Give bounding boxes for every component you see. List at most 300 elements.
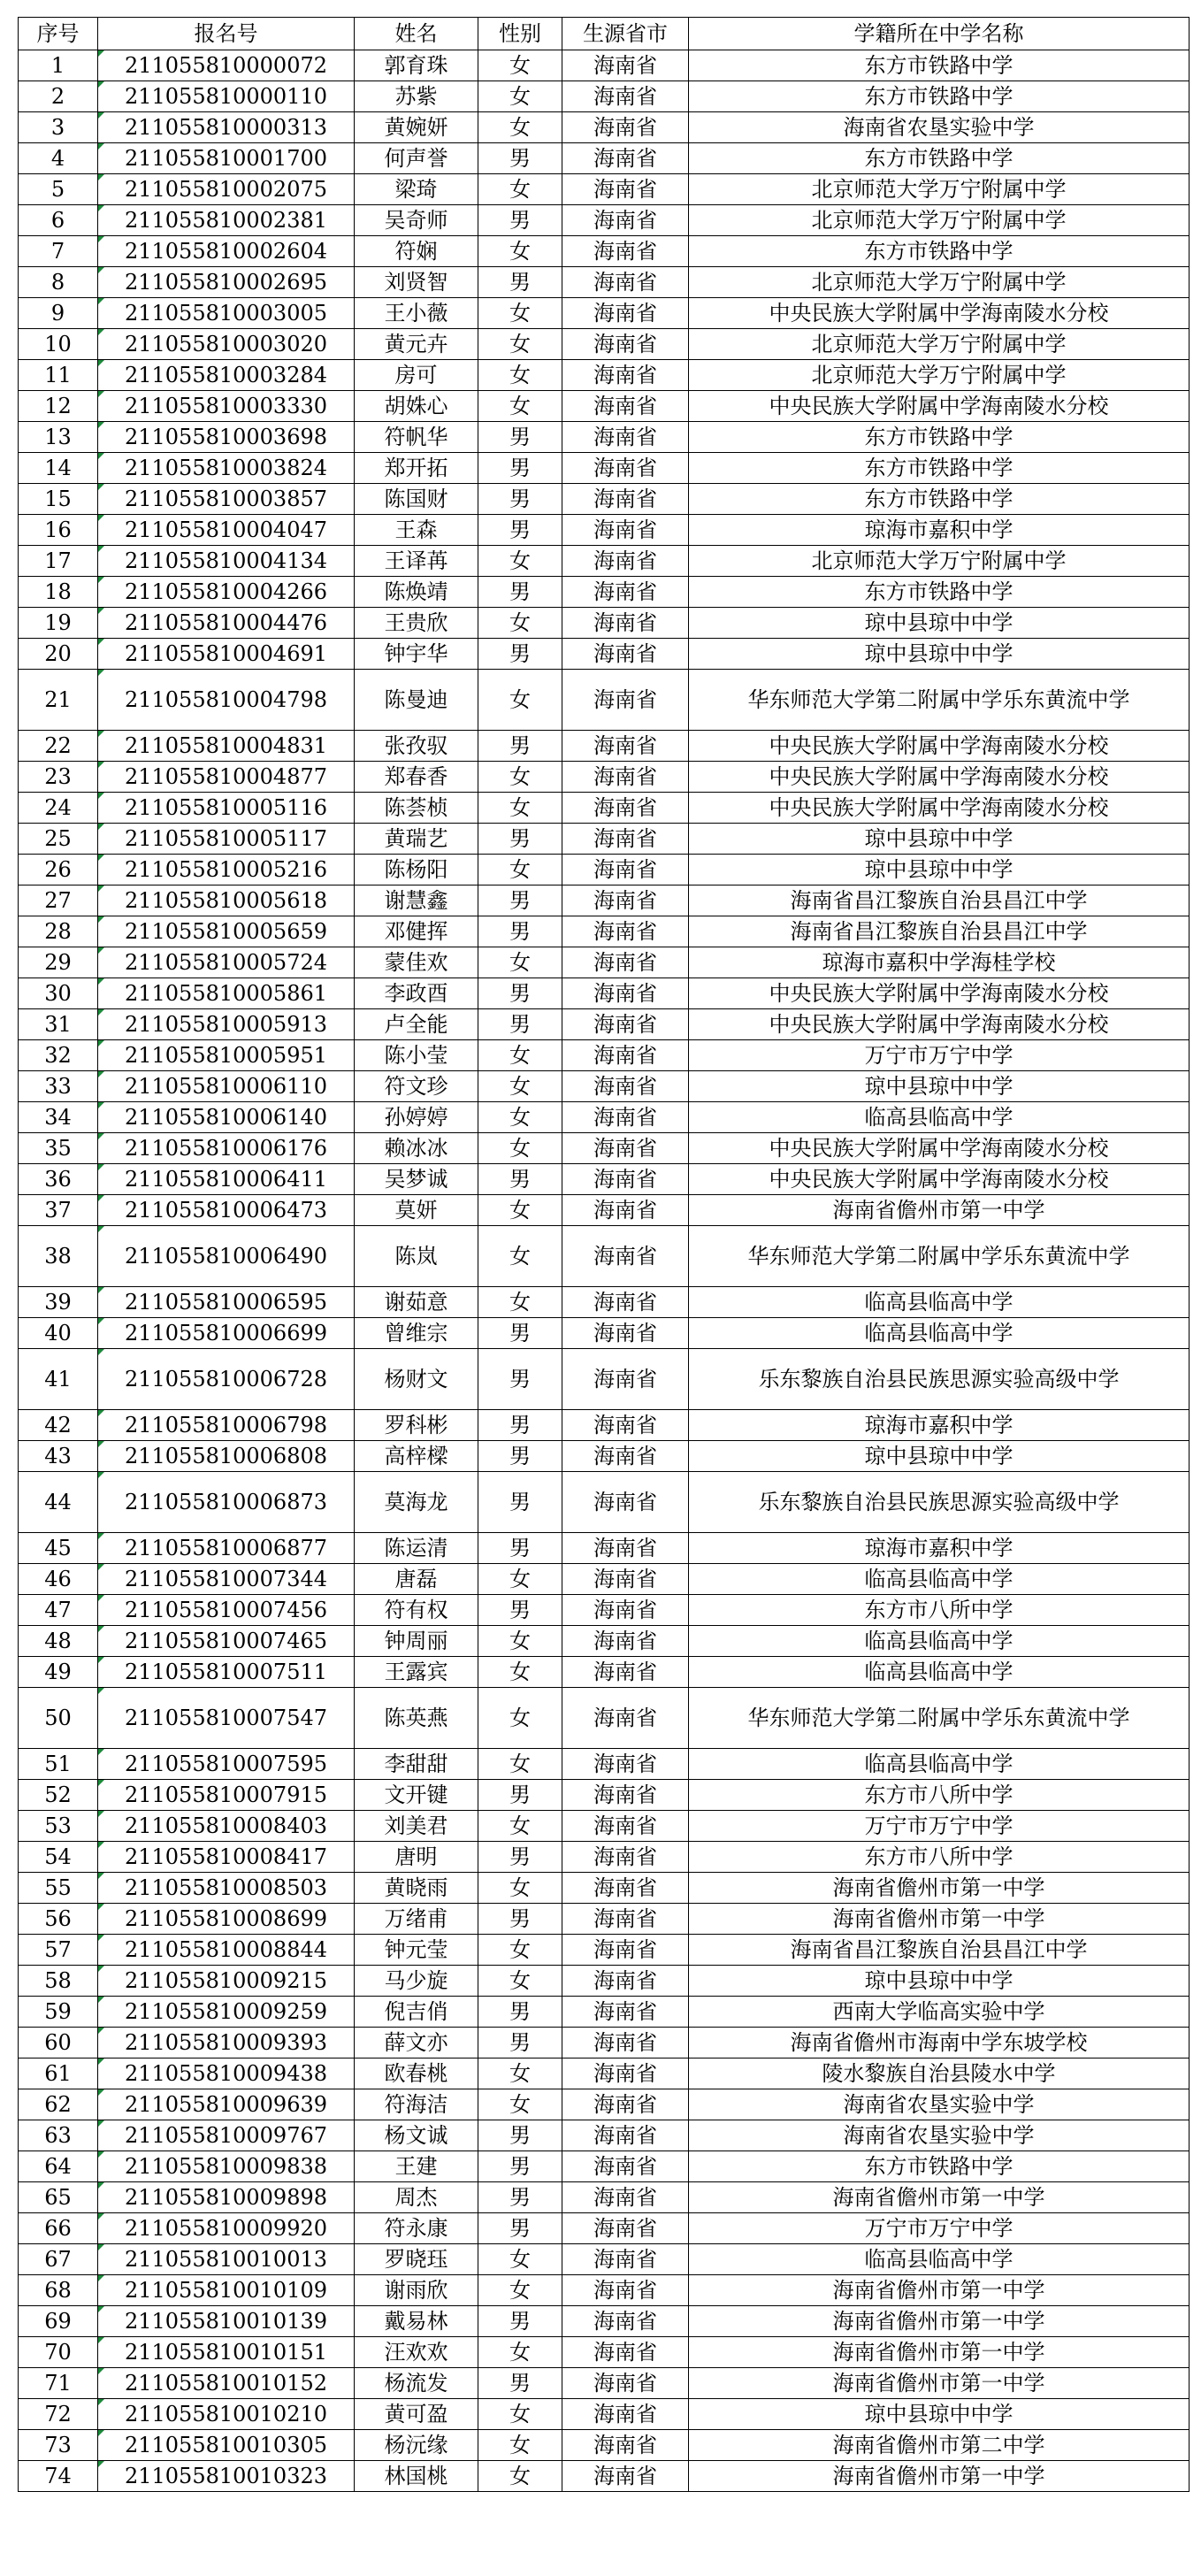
cell-name: 钟宇华 <box>355 639 478 670</box>
cell-registration-number: 211055810004047 <box>98 515 355 546</box>
cell-gender: 男 <box>478 824 562 855</box>
cell-index: 31 <box>19 1009 98 1040</box>
cell-registration-number: 211055810004691 <box>98 639 355 670</box>
cell-school: 海南省昌江黎族自治县昌江中学 <box>689 916 1190 947</box>
cell-registration-number: 211055810010013 <box>98 2244 355 2275</box>
cell-gender: 女 <box>478 1935 562 1966</box>
cell-name: 陈运清 <box>355 1533 478 1564</box>
cell-registration-number: 211055810007511 <box>98 1657 355 1688</box>
cell-name: 黄元卉 <box>355 329 478 360</box>
table-row <box>19 2461 1190 2492</box>
cell-school: 琼海市嘉积中学 <box>689 515 1190 546</box>
cell-name: 马少旋 <box>355 1966 478 1997</box>
cell-province: 海南省 <box>562 2151 689 2182</box>
header-school: 学籍所在中学名称 <box>689 18 1190 50</box>
cell-school: 北京师范大学万宁附属中学 <box>689 267 1190 298</box>
cell-name: 高梓樑 <box>355 1441 478 1472</box>
cell-school: 陵水黎族自治县陵水中学 <box>689 2058 1190 2089</box>
header-province: 生源省市 <box>562 18 689 50</box>
cell-school: 北京师范大学万宁附属中学 <box>689 174 1190 205</box>
cell-gender: 女 <box>478 2337 562 2368</box>
table-row <box>19 639 1190 670</box>
cell-name: 陈国财 <box>355 484 478 515</box>
cell-gender: 女 <box>478 546 562 577</box>
cell-name: 莫妍 <box>355 1195 478 1226</box>
cell-school: 海南省儋州市第一中学 <box>689 1873 1190 1904</box>
cell-province: 海南省 <box>562 81 689 112</box>
cell-province: 海南省 <box>562 2306 689 2337</box>
cell-registration-number: 211055810004831 <box>98 731 355 762</box>
table-row <box>19 670 1190 731</box>
cell-school: 海南省农垦实验中学 <box>689 112 1190 143</box>
cell-school: 临高县临高中学 <box>689 1318 1190 1349</box>
cell-school: 东方市八所中学 <box>689 1842 1190 1873</box>
cell-registration-number: 211055810007465 <box>98 1626 355 1657</box>
cell-school: 临高县临高中学 <box>689 1749 1190 1780</box>
table-body <box>19 50 1190 2492</box>
cell-index: 3 <box>19 112 98 143</box>
cell-name: 陈杨阳 <box>355 855 478 886</box>
cell-index: 21 <box>19 670 98 731</box>
table-row <box>19 422 1190 453</box>
table-row <box>19 360 1190 391</box>
cell-province: 海南省 <box>562 2182 689 2213</box>
cell-index: 66 <box>19 2213 98 2244</box>
cell-province: 海南省 <box>562 1966 689 1997</box>
table-row <box>19 1226 1190 1287</box>
table-row <box>19 143 1190 174</box>
cell-index: 24 <box>19 793 98 824</box>
cell-gender: 女 <box>478 1626 562 1657</box>
cell-school: 华东师范大学第二附属中学乐东黄流中学 <box>689 1226 1190 1287</box>
cell-name: 钟元莹 <box>355 1935 478 1966</box>
cell-index: 41 <box>19 1349 98 1410</box>
cell-province: 海南省 <box>562 916 689 947</box>
cell-name: 戴易林 <box>355 2306 478 2337</box>
table-row <box>19 1935 1190 1966</box>
cell-school: 海南省昌江黎族自治县昌江中学 <box>689 1935 1190 1966</box>
cell-gender: 女 <box>478 1133 562 1164</box>
cell-gender: 女 <box>478 391 562 422</box>
cell-province: 海南省 <box>562 2028 689 2058</box>
table-row <box>19 2213 1190 2244</box>
cell-registration-number: 211055810001700 <box>98 143 355 174</box>
cell-name: 万绪甫 <box>355 1904 478 1935</box>
cell-gender: 男 <box>478 1318 562 1349</box>
cell-registration-number: 211055810010323 <box>98 2461 355 2492</box>
cell-registration-number: 211055810009838 <box>98 2151 355 2182</box>
cell-province: 海南省 <box>562 824 689 855</box>
cell-index: 46 <box>19 1564 98 1595</box>
table-row <box>19 577 1190 608</box>
table-row <box>19 484 1190 515</box>
cell-gender: 女 <box>478 1071 562 1102</box>
cell-index: 48 <box>19 1626 98 1657</box>
table-row <box>19 81 1190 112</box>
cell-name: 刘贤智 <box>355 267 478 298</box>
header-gender: 性别 <box>478 18 562 50</box>
cell-name: 郑开拓 <box>355 453 478 484</box>
cell-index: 62 <box>19 2089 98 2120</box>
cell-gender: 女 <box>478 1873 562 1904</box>
cell-gender: 女 <box>478 2089 562 2120</box>
cell-name: 房可 <box>355 360 478 391</box>
cell-registration-number: 211055810004266 <box>98 577 355 608</box>
cell-name: 薛文亦 <box>355 2028 478 2058</box>
cell-index: 18 <box>19 577 98 608</box>
cell-registration-number: 211055810008699 <box>98 1904 355 1935</box>
cell-index: 35 <box>19 1133 98 1164</box>
cell-registration-number: 211055810010305 <box>98 2430 355 2461</box>
cell-name: 苏紫 <box>355 81 478 112</box>
table-row <box>19 793 1190 824</box>
cell-index: 6 <box>19 205 98 236</box>
cell-name: 唐磊 <box>355 1564 478 1595</box>
cell-registration-number: 211055810005116 <box>98 793 355 824</box>
table-row <box>19 824 1190 855</box>
cell-registration-number: 211055810008844 <box>98 1935 355 1966</box>
cell-province: 海南省 <box>562 1564 689 1595</box>
cell-registration-number: 211055810010109 <box>98 2275 355 2306</box>
cell-province: 海南省 <box>562 143 689 174</box>
cell-registration-number: 211055810010210 <box>98 2399 355 2430</box>
cell-school: 中央民族大学附属中学海南陵水分校 <box>689 978 1190 1009</box>
cell-index: 56 <box>19 1904 98 1935</box>
cell-gender: 女 <box>478 1811 562 1842</box>
table-row <box>19 855 1190 886</box>
table-row <box>19 1102 1190 1133</box>
cell-registration-number: 211055810005659 <box>98 916 355 947</box>
cell-name: 杨沅缘 <box>355 2430 478 2461</box>
cell-index: 42 <box>19 1410 98 1441</box>
cell-name: 王小薇 <box>355 298 478 329</box>
table-row <box>19 1410 1190 1441</box>
cell-index: 34 <box>19 1102 98 1133</box>
cell-index: 50 <box>19 1688 98 1749</box>
cell-province: 海南省 <box>562 793 689 824</box>
cell-school: 琼中县琼中中学 <box>689 1071 1190 1102</box>
cell-gender: 女 <box>478 1226 562 1287</box>
cell-index: 63 <box>19 2120 98 2151</box>
table-row <box>19 1071 1190 1102</box>
cell-name: 陈荟桢 <box>355 793 478 824</box>
cell-gender: 女 <box>478 329 562 360</box>
cell-school: 东方市铁路中学 <box>689 50 1190 81</box>
cell-registration-number: 211055810007915 <box>98 1780 355 1811</box>
table-row <box>19 1195 1190 1226</box>
cell-gender: 男 <box>478 2151 562 2182</box>
cell-province: 海南省 <box>562 1133 689 1164</box>
cell-index: 2 <box>19 81 98 112</box>
table-row <box>19 1318 1190 1349</box>
cell-province: 海南省 <box>562 267 689 298</box>
cell-registration-number: 211055810003284 <box>98 360 355 391</box>
cell-province: 海南省 <box>562 1318 689 1349</box>
table-row <box>19 731 1190 762</box>
cell-name: 符海洁 <box>355 2089 478 2120</box>
cell-registration-number: 211055810004877 <box>98 762 355 793</box>
table-row <box>19 1997 1190 2028</box>
cell-gender: 男 <box>478 2182 562 2213</box>
cell-name: 周杰 <box>355 2182 478 2213</box>
cell-province: 海南省 <box>562 608 689 639</box>
cell-gender: 男 <box>478 1410 562 1441</box>
cell-province: 海南省 <box>562 1441 689 1472</box>
cell-school: 海南省儋州市第一中学 <box>689 2306 1190 2337</box>
cell-name: 吴奇师 <box>355 205 478 236</box>
cell-province: 海南省 <box>562 947 689 978</box>
table-row <box>19 1811 1190 1842</box>
cell-gender: 男 <box>478 1441 562 1472</box>
cell-gender: 男 <box>478 886 562 916</box>
cell-index: 15 <box>19 484 98 515</box>
cell-province: 海南省 <box>562 1533 689 1564</box>
cell-school: 北京师范大学万宁附属中学 <box>689 360 1190 391</box>
cell-name: 曾维宗 <box>355 1318 478 1349</box>
cell-gender: 女 <box>478 793 562 824</box>
cell-index: 29 <box>19 947 98 978</box>
cell-registration-number: 211055810009639 <box>98 2089 355 2120</box>
cell-school: 北京师范大学万宁附属中学 <box>689 329 1190 360</box>
cell-registration-number: 211055810010152 <box>98 2368 355 2399</box>
cell-school: 琼中县琼中中学 <box>689 824 1190 855</box>
cell-name: 莫海龙 <box>355 1472 478 1533</box>
cell-school: 临高县临高中学 <box>689 2244 1190 2275</box>
cell-gender: 女 <box>478 2399 562 2430</box>
cell-name: 林国桃 <box>355 2461 478 2492</box>
cell-school: 海南省儋州市第一中学 <box>689 1904 1190 1935</box>
cell-gender: 男 <box>478 205 562 236</box>
header-registration-number: 报名号 <box>98 18 355 50</box>
cell-province: 海南省 <box>562 422 689 453</box>
cell-province: 海南省 <box>562 1811 689 1842</box>
cell-registration-number: 211055810006798 <box>98 1410 355 1441</box>
cell-school: 琼中县琼中中学 <box>689 855 1190 886</box>
cell-province: 海南省 <box>562 484 689 515</box>
cell-index: 9 <box>19 298 98 329</box>
cell-registration-number: 211055810009393 <box>98 2028 355 2058</box>
cell-province: 海南省 <box>562 1164 689 1195</box>
cell-name: 陈英燕 <box>355 1688 478 1749</box>
cell-province: 海南省 <box>562 453 689 484</box>
cell-school: 中央民族大学附属中学海南陵水分校 <box>689 731 1190 762</box>
cell-gender: 男 <box>478 453 562 484</box>
cell-index: 12 <box>19 391 98 422</box>
cell-gender: 男 <box>478 1009 562 1040</box>
cell-gender: 男 <box>478 1533 562 1564</box>
cell-school: 海南省儋州市第一中学 <box>689 2182 1190 2213</box>
cell-school: 临高县临高中学 <box>689 1626 1190 1657</box>
cell-school: 中央民族大学附属中学海南陵水分校 <box>689 1133 1190 1164</box>
cell-name: 李政酉 <box>355 978 478 1009</box>
cell-name: 黄晓雨 <box>355 1873 478 1904</box>
cell-index: 54 <box>19 1842 98 1873</box>
cell-school: 万宁市万宁中学 <box>689 1811 1190 1842</box>
cell-province: 海南省 <box>562 1071 689 1102</box>
cell-name: 王建 <box>355 2151 478 2182</box>
cell-index: 26 <box>19 855 98 886</box>
cell-registration-number: 211055810007547 <box>98 1688 355 1749</box>
cell-name: 王森 <box>355 515 478 546</box>
cell-province: 海南省 <box>562 886 689 916</box>
cell-registration-number: 211055810000110 <box>98 81 355 112</box>
cell-index: 27 <box>19 886 98 916</box>
cell-index: 25 <box>19 824 98 855</box>
cell-gender: 女 <box>478 2244 562 2275</box>
cell-registration-number: 211055810005861 <box>98 978 355 1009</box>
cell-registration-number: 211055810010139 <box>98 2306 355 2337</box>
cell-index: 37 <box>19 1195 98 1226</box>
cell-gender: 女 <box>478 50 562 81</box>
cell-registration-number: 211055810010151 <box>98 2337 355 2368</box>
cell-name: 符娴 <box>355 236 478 267</box>
cell-school: 万宁市万宁中学 <box>689 2213 1190 2244</box>
cell-registration-number: 211055810002075 <box>98 174 355 205</box>
table-row <box>19 1349 1190 1410</box>
cell-gender: 女 <box>478 1657 562 1688</box>
cell-index: 49 <box>19 1657 98 1688</box>
cell-province: 海南省 <box>562 2337 689 2368</box>
cell-registration-number: 211055810005618 <box>98 886 355 916</box>
cell-index: 4 <box>19 143 98 174</box>
cell-index: 32 <box>19 1040 98 1071</box>
table-row <box>19 2028 1190 2058</box>
cell-name: 陈焕靖 <box>355 577 478 608</box>
cell-school: 海南省儋州市海南中学东坡学校 <box>689 2028 1190 2058</box>
cell-province: 海南省 <box>562 515 689 546</box>
cell-index: 55 <box>19 1873 98 1904</box>
cell-registration-number: 211055810006808 <box>98 1441 355 1472</box>
cell-province: 海南省 <box>562 2368 689 2399</box>
cell-province: 海南省 <box>562 1349 689 1410</box>
cell-school: 海南省农垦实验中学 <box>689 2120 1190 2151</box>
cell-name: 王译苒 <box>355 546 478 577</box>
cell-school: 华东师范大学第二附属中学乐东黄流中学 <box>689 1688 1190 1749</box>
cell-name: 王露宾 <box>355 1657 478 1688</box>
cell-gender: 女 <box>478 1287 562 1318</box>
cell-province: 海南省 <box>562 2275 689 2306</box>
cell-gender: 男 <box>478 2306 562 2337</box>
cell-index: 30 <box>19 978 98 1009</box>
cell-index: 38 <box>19 1226 98 1287</box>
cell-index: 33 <box>19 1071 98 1102</box>
cell-name: 符有权 <box>355 1595 478 1626</box>
cell-name: 汪欢欢 <box>355 2337 478 2368</box>
cell-school: 琼中县琼中中学 <box>689 2399 1190 2430</box>
cell-name: 张孜驭 <box>355 731 478 762</box>
cell-index: 1 <box>19 50 98 81</box>
cell-school: 琼海市嘉积中学 <box>689 1533 1190 1564</box>
cell-province: 海南省 <box>562 174 689 205</box>
cell-index: 5 <box>19 174 98 205</box>
cell-gender: 男 <box>478 978 562 1009</box>
cell-school: 北京师范大学万宁附属中学 <box>689 205 1190 236</box>
table-row <box>19 1904 1190 1935</box>
table-row <box>19 1626 1190 1657</box>
cell-school: 东方市铁路中学 <box>689 143 1190 174</box>
cell-name: 何声誉 <box>355 143 478 174</box>
cell-name: 赖冰冰 <box>355 1133 478 1164</box>
cell-registration-number: 211055810005117 <box>98 824 355 855</box>
cell-name: 文开键 <box>355 1780 478 1811</box>
cell-gender: 女 <box>478 1749 562 1780</box>
cell-gender: 男 <box>478 2120 562 2151</box>
cell-index: 60 <box>19 2028 98 2058</box>
cell-name: 卢全能 <box>355 1009 478 1040</box>
table-row <box>19 1441 1190 1472</box>
cell-index: 7 <box>19 236 98 267</box>
table-row <box>19 1533 1190 1564</box>
cell-province: 海南省 <box>562 2399 689 2430</box>
cell-index: 53 <box>19 1811 98 1842</box>
cell-province: 海南省 <box>562 762 689 793</box>
cell-gender: 男 <box>478 267 562 298</box>
cell-province: 海南省 <box>562 112 689 143</box>
cell-index: 23 <box>19 762 98 793</box>
table-row <box>19 2430 1190 2461</box>
table-row <box>19 112 1190 143</box>
cell-registration-number: 211055810009215 <box>98 1966 355 1997</box>
cell-gender: 女 <box>478 298 562 329</box>
table-row <box>19 1287 1190 1318</box>
cell-registration-number: 211055810009438 <box>98 2058 355 2089</box>
table-row <box>19 298 1190 329</box>
cell-index: 51 <box>19 1749 98 1780</box>
cell-school: 琼中县琼中中学 <box>689 608 1190 639</box>
cell-school: 东方市铁路中学 <box>689 484 1190 515</box>
cell-registration-number: 211055810003857 <box>98 484 355 515</box>
cell-school: 乐东黎族自治县民族思源实验高级中学 <box>689 1349 1190 1410</box>
cell-registration-number: 211055810000313 <box>98 112 355 143</box>
cell-province: 海南省 <box>562 1287 689 1318</box>
cell-school: 琼海市嘉积中学 <box>689 1410 1190 1441</box>
cell-registration-number: 211055810009920 <box>98 2213 355 2244</box>
cell-school: 北京师范大学万宁附属中学 <box>689 546 1190 577</box>
cell-province: 海南省 <box>562 855 689 886</box>
cell-school: 临高县临高中学 <box>689 1657 1190 1688</box>
cell-name: 谢茹意 <box>355 1287 478 1318</box>
cell-school: 海南省儋州市第一中学 <box>689 1195 1190 1226</box>
cell-index: 17 <box>19 546 98 577</box>
cell-index: 40 <box>19 1318 98 1349</box>
cell-name: 李甜甜 <box>355 1749 478 1780</box>
cell-gender: 女 <box>478 1564 562 1595</box>
cell-name: 杨文诚 <box>355 2120 478 2151</box>
cell-gender: 男 <box>478 1164 562 1195</box>
cell-school: 中央民族大学附属中学海南陵水分校 <box>689 298 1190 329</box>
cell-registration-number: 211055810002381 <box>98 205 355 236</box>
cell-gender: 女 <box>478 670 562 731</box>
table-row <box>19 1564 1190 1595</box>
cell-school: 中央民族大学附属中学海南陵水分校 <box>689 762 1190 793</box>
cell-registration-number: 211055810006490 <box>98 1226 355 1287</box>
cell-school: 东方市铁路中学 <box>689 453 1190 484</box>
cell-province: 海南省 <box>562 1688 689 1749</box>
cell-province: 海南省 <box>562 298 689 329</box>
cell-province: 海南省 <box>562 236 689 267</box>
table-row <box>19 1009 1190 1040</box>
cell-gender: 女 <box>478 174 562 205</box>
cell-gender: 女 <box>478 2058 562 2089</box>
cell-registration-number: 211055810006473 <box>98 1195 355 1226</box>
cell-school: 东方市八所中学 <box>689 1780 1190 1811</box>
cell-name: 钟周丽 <box>355 1626 478 1657</box>
cell-province: 海南省 <box>562 1842 689 1873</box>
cell-school: 琼中县琼中中学 <box>689 639 1190 670</box>
cell-registration-number: 211055810008503 <box>98 1873 355 1904</box>
cell-index: 22 <box>19 731 98 762</box>
table-row <box>19 916 1190 947</box>
